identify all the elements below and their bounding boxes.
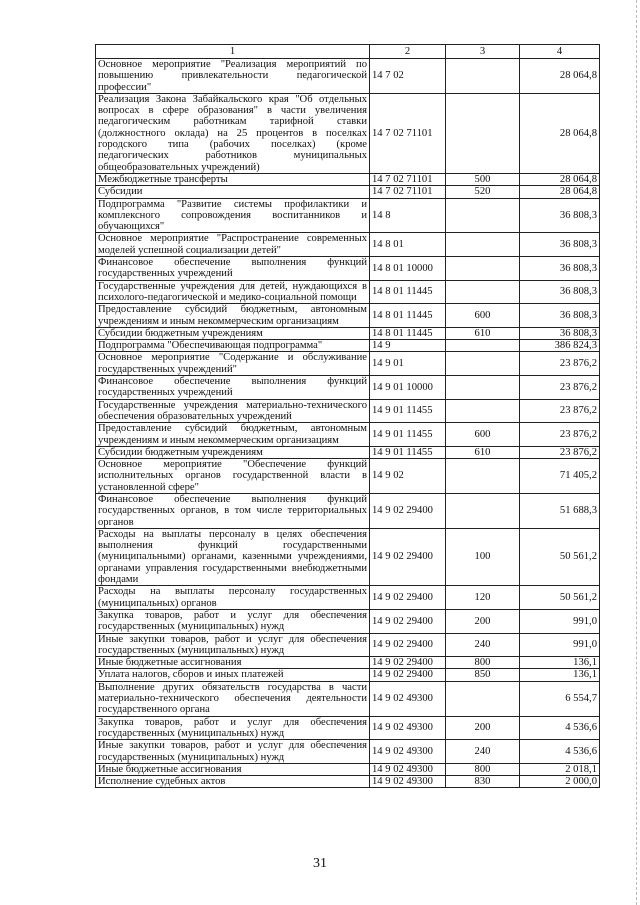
cell-sum: 136,1	[520, 669, 600, 681]
cell-vr	[446, 681, 520, 716]
table-row	[96, 493, 600, 528]
cell-code: 14 8 01 11445	[370, 327, 446, 339]
cell-sum: 23 876,2	[520, 423, 600, 447]
table-row	[96, 376, 600, 400]
cell-sum: 6 554,7	[520, 681, 600, 716]
cell-sum: 4 536,6	[520, 716, 600, 740]
cell-code: 14 8 01 10000	[370, 257, 446, 281]
cell-name: Предоставление субсидий бюджетным, автономным учреждениям и иным некоммерческим организациям	[96, 423, 370, 447]
cell-name: Подпрограмма "Обеспечивающая подпрограмма"	[96, 340, 370, 352]
cell-vr: 100	[446, 528, 520, 585]
cell-vr: 200	[446, 716, 520, 740]
cell-code: 14 9 02 29400	[370, 657, 446, 669]
cell-code: 14 9 02 49300	[370, 763, 446, 775]
table-row	[96, 681, 600, 716]
table-row	[96, 763, 600, 775]
budget-table-body	[96, 45, 600, 788]
cell-sum: 991,0	[520, 633, 600, 657]
cell-code: 14 7 02 71101	[370, 173, 446, 185]
cell-code: 14 8 01 11445	[370, 280, 446, 304]
cell-sum: 28 064,8	[520, 59, 600, 94]
cell-name: Иные закупки товаров, работ и услуг для обеспечения государственных (муниципальных) нужд	[96, 633, 370, 657]
cell-code: 14 9 01 10000	[370, 376, 446, 400]
cell-sum: 23 876,2	[520, 446, 600, 458]
table-row	[96, 352, 600, 376]
cell-sum: 36 808,3	[520, 304, 600, 328]
cell-vr: 800	[446, 657, 520, 669]
cell-code: 14 9 02 29400	[370, 493, 446, 528]
cell-vr: 600	[446, 304, 520, 328]
cell-name: Основное мероприятие "Обеспечение функций исполнительных органов государственной власти в установленной сфере"	[96, 459, 370, 494]
table-row	[96, 340, 600, 352]
table-row	[96, 459, 600, 494]
cell-code: 14 9 01 11455	[370, 423, 446, 447]
cell-vr: 800	[446, 763, 520, 775]
cell-code: 14 9 01 11455	[370, 399, 446, 423]
table-row	[96, 257, 600, 281]
cell-sum: 50 561,2	[520, 586, 600, 610]
cell-code: 14 9	[370, 340, 446, 352]
page-edge-line	[636, 0, 637, 905]
table-row	[96, 327, 600, 339]
cell-code: 14 9 01	[370, 352, 446, 376]
cell-sum: 23 876,2	[520, 376, 600, 400]
table-row	[96, 657, 600, 669]
table-row	[96, 609, 600, 633]
table-row	[96, 399, 600, 423]
cell-code: 14 9 02 49300	[370, 681, 446, 716]
cell-code: 14 9 02 29400	[370, 669, 446, 681]
header-cell: 4	[520, 45, 600, 59]
cell-sum: 50 561,2	[520, 528, 600, 585]
table-row	[96, 669, 600, 681]
cell-name: Основное мероприятие "Содержание и обслуживание государственных учреждений"	[96, 352, 370, 376]
cell-vr: 520	[446, 186, 520, 198]
cell-vr	[446, 399, 520, 423]
cell-sum: 36 808,3	[520, 280, 600, 304]
cell-sum: 23 876,2	[520, 399, 600, 423]
cell-name: Расходы на выплаты персоналу в целях обеспечения выполнения функций государственными (муниципальными) органами, казенными учреждениями, органами управления государственными внебюджетными фондами	[96, 528, 370, 585]
cell-name: Финансовое обеспечение выполнения функций государственных учреждений	[96, 257, 370, 281]
cell-sum: 2 000,0	[520, 776, 600, 788]
cell-name: Подпрограмма "Развитие системы профилактики и комплексного сопровождения воспитанников и обучающихся"	[96, 198, 370, 233]
budget-table	[95, 44, 600, 788]
cell-sum: 36 808,3	[520, 198, 600, 233]
cell-name: Выполнение других обязательств государства в части материально-технического обеспечения деятельности государственного органа	[96, 681, 370, 716]
cell-sum: 36 808,3	[520, 233, 600, 257]
cell-sum: 23 876,2	[520, 352, 600, 376]
cell-sum: 136,1	[520, 657, 600, 669]
table-row	[96, 93, 600, 173]
table-row	[96, 633, 600, 657]
cell-vr	[446, 280, 520, 304]
table-row	[96, 173, 600, 185]
page-number: 31	[313, 856, 327, 871]
cell-code: 14 9 02 49300	[370, 716, 446, 740]
cell-vr: 240	[446, 740, 520, 764]
table-row	[96, 233, 600, 257]
cell-vr	[446, 340, 520, 352]
cell-vr	[446, 493, 520, 528]
cell-vr	[446, 198, 520, 233]
cell-code: 14 9 02	[370, 459, 446, 494]
cell-code: 14 8 01	[370, 233, 446, 257]
cell-sum: 71 405,2	[520, 459, 600, 494]
table-row	[96, 740, 600, 764]
cell-name: Межбюджетные трансферты	[96, 173, 370, 185]
cell-code: 14 9 02 29400	[370, 609, 446, 633]
cell-vr: 830	[446, 776, 520, 788]
cell-code: 14 9 02 29400	[370, 633, 446, 657]
cell-sum: 36 808,3	[520, 257, 600, 281]
cell-name: Закупка товаров, работ и услуг для обеспечения государственных (муниципальных) нужд	[96, 609, 370, 633]
cell-code: 14 8	[370, 198, 446, 233]
cell-name: Реализация Закона Забайкальского края "Об отдельных вопросах в сфере образования" в части увеличения педагогическим работникам тарифной ставки (должностного оклада) на 25 процентов в поселках городского типа (рабочих поселках) (кроме педагогических работников муниципальных общеобразовательных учреждений)	[96, 93, 370, 173]
cell-vr: 600	[446, 423, 520, 447]
table-row	[96, 198, 600, 233]
table-row	[96, 776, 600, 788]
cell-name: Закупка товаров, работ и услуг для обеспечения государственных (муниципальных) нужд	[96, 716, 370, 740]
cell-sum: 4 536,6	[520, 740, 600, 764]
cell-name: Государственные учреждения для детей, нуждающихся в психолого-педагогической и медико-социальной помощи	[96, 280, 370, 304]
cell-name: Субсидии	[96, 186, 370, 198]
cell-name: Государственные учреждения материально-технического обеспечения образовательных учреждений	[96, 399, 370, 423]
cell-sum: 28 064,8	[520, 173, 600, 185]
cell-vr: 500	[446, 173, 520, 185]
cell-code: 14 9 02 29400	[370, 586, 446, 610]
cell-vr: 850	[446, 669, 520, 681]
header-cell: 2	[370, 45, 446, 59]
cell-name: Иные бюджетные ассигнования	[96, 763, 370, 775]
table-row	[96, 423, 600, 447]
table-row	[96, 528, 600, 585]
header-cell: 3	[446, 45, 520, 59]
cell-name: Иные бюджетные ассигнования	[96, 657, 370, 669]
cell-vr: 240	[446, 633, 520, 657]
cell-name: Предоставление субсидий бюджетным, автономным учреждениям и иным некоммерческим организациям	[96, 304, 370, 328]
cell-vr: 200	[446, 609, 520, 633]
cell-sum: 991,0	[520, 609, 600, 633]
cell-name: Уплата налогов, сборов и иных платежей	[96, 669, 370, 681]
cell-code: 14 7 02 71101	[370, 186, 446, 198]
cell-sum: 28 064,8	[520, 93, 600, 173]
cell-vr	[446, 459, 520, 494]
cell-name: Иные закупки товаров, работ и услуг для обеспечения государственных (муниципальных) нужд	[96, 740, 370, 764]
cell-code: 14 9 02 29400	[370, 528, 446, 585]
cell-vr: 610	[446, 446, 520, 458]
cell-vr	[446, 59, 520, 94]
table-row	[96, 304, 600, 328]
cell-vr	[446, 257, 520, 281]
header-cell: 1	[96, 45, 370, 59]
cell-code: 14 7 02	[370, 59, 446, 94]
cell-name: Основное мероприятие "Реализация мероприятий по повышению привлекательности педагогической профессии"	[96, 59, 370, 94]
table-row	[96, 186, 600, 198]
cell-vr	[446, 352, 520, 376]
cell-code: 14 9 02 49300	[370, 740, 446, 764]
cell-sum: 28 064,8	[520, 186, 600, 198]
table-row	[96, 446, 600, 458]
cell-name: Исполнение судебных актов	[96, 776, 370, 788]
table-row	[96, 59, 600, 94]
table-row	[96, 716, 600, 740]
cell-name: Расходы на выплаты персоналу государственных (муниципальных) органов	[96, 586, 370, 610]
cell-sum: 51 688,3	[520, 493, 600, 528]
cell-code: 14 9 02 49300	[370, 776, 446, 788]
cell-vr: 120	[446, 586, 520, 610]
table-row	[96, 586, 600, 610]
cell-code: 14 9 01 11455	[370, 446, 446, 458]
cell-name: Финансовое обеспечение выполнения функций государственных учреждений	[96, 376, 370, 400]
cell-code: 14 8 01 11445	[370, 304, 446, 328]
cell-code: 14 7 02 71101	[370, 93, 446, 173]
cell-sum: 386 824,3	[520, 340, 600, 352]
cell-vr	[446, 233, 520, 257]
cell-name: Субсидии бюджетным учреждениям	[96, 446, 370, 458]
cell-vr: 610	[446, 327, 520, 339]
cell-sum: 36 808,3	[520, 327, 600, 339]
header-row	[96, 45, 600, 59]
table-row	[96, 280, 600, 304]
cell-name: Основное мероприятие "Распространение современных моделей успешной социализации детей"	[96, 233, 370, 257]
cell-vr	[446, 376, 520, 400]
cell-name: Субсидии бюджетным учреждениям	[96, 327, 370, 339]
cell-sum: 2 018,1	[520, 763, 600, 775]
cell-vr	[446, 93, 520, 173]
cell-name: Финансовое обеспечение выполнения функций государственных органов, в том числе территориальных органов	[96, 493, 370, 528]
